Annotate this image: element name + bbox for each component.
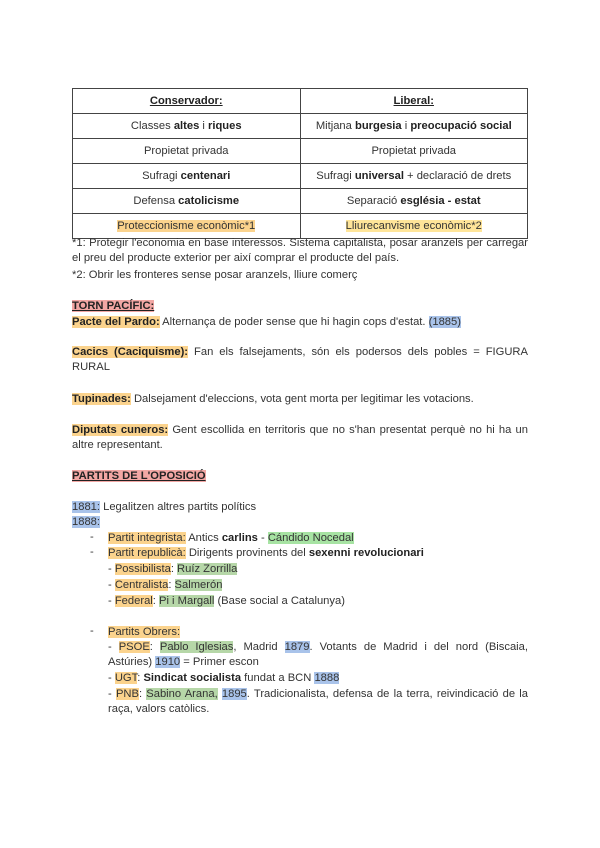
header-liberal: Liberal: [300,89,528,114]
bullet-dash: - [90,531,94,543]
tupinades: Tupinades: Dalsejament d'eleccions, vota gent morta per legitimar les votacions. [72,393,474,405]
line-1881: 1881: Legalitzen altres partits polítics [72,501,257,513]
table-cell: Separació església - estat [300,189,528,214]
comparison-table [72,88,528,239]
centralista-line: - Centralista: Salmerón [108,579,223,591]
partits-obrers: Partits Obrers: [108,626,181,638]
partit-integrista: Partit integrista: Antics carlins - Cándido Nocedal [108,532,354,544]
possibilista-line: - Possibilista: Ruíz Zorrilla [108,563,238,575]
table-cell: Propietat privada [73,139,301,164]
table-cell: Sufragi universal + declaració de drets [300,164,528,189]
table-row [73,214,528,239]
header-conservador: Conservador: [73,89,301,114]
table-cell: Sufragi centenari [73,164,301,189]
line-1888: 1888: [72,516,100,528]
section-title-torn: TORN PACÍFIC: [72,300,155,312]
section-title-partits: PARTITS DE L'OPOSICIÓ [72,470,206,482]
table-cell: Defensa catolicisme [73,189,301,214]
footnote-1: *1: Protegir l'economia en base interessos. Sistema capitalista, posar aranzels per carregar el preu del producte exterior per així comprar el producte del país. [72,237,528,264]
table-row [73,114,528,139]
table-cell: Proteccionisme econòmic*1 [73,214,301,239]
bullet-dash: - [90,625,94,637]
diputats-cuneros: Diputats cuneros: Gent escollida en territoris que no s'han presentat perquè no hi ha un altre representant. [72,424,528,451]
table-cell: Classes altes i riques [73,114,301,139]
psoe-line: - PSOE: Pablo Iglesias, Madrid 1879. Votants de Madrid i del nord (Biscaia, Astúries) 1910 = Primer escon [108,641,529,668]
table-header-row [73,89,528,114]
table-row [73,164,528,189]
table-row [73,189,528,214]
table-cell: Mitjana burgesia i preocupació social [300,114,528,139]
cacics: Cacics (Caciquisme): Fan els falsejaments, són els podersos dels pobles = FIGURA RURAL [72,346,528,373]
table-cell: Lliurecanvisme econòmic*2 [300,214,528,239]
pacte-pardo: Pacte del Pardo: Alternança de poder sense que hi hagin cops d'estat. (1885) [72,316,461,328]
federal-line: - Federal: Pi i Margall (Base social a Catalunya) [108,595,345,607]
ugt-line: - UGT: Sindicat socialista fundat a BCN 1888 [108,672,340,684]
table-cell: Propietat privada [300,139,528,164]
partit-republica: Partit republicà: Dirigents provinents del sexenni revolucionari [108,547,424,559]
pnb-line: - PNB: Sabino Arana, 1895. Tradicionalista, defensa de la terra, reivindicació de la raça, valors catòlics. [108,688,528,715]
footnote-2: *2: Obrir les fronteres sense posar aranzels, lliure comerç [72,269,358,281]
bullet-dash: - [90,546,94,558]
table-row [73,139,528,164]
